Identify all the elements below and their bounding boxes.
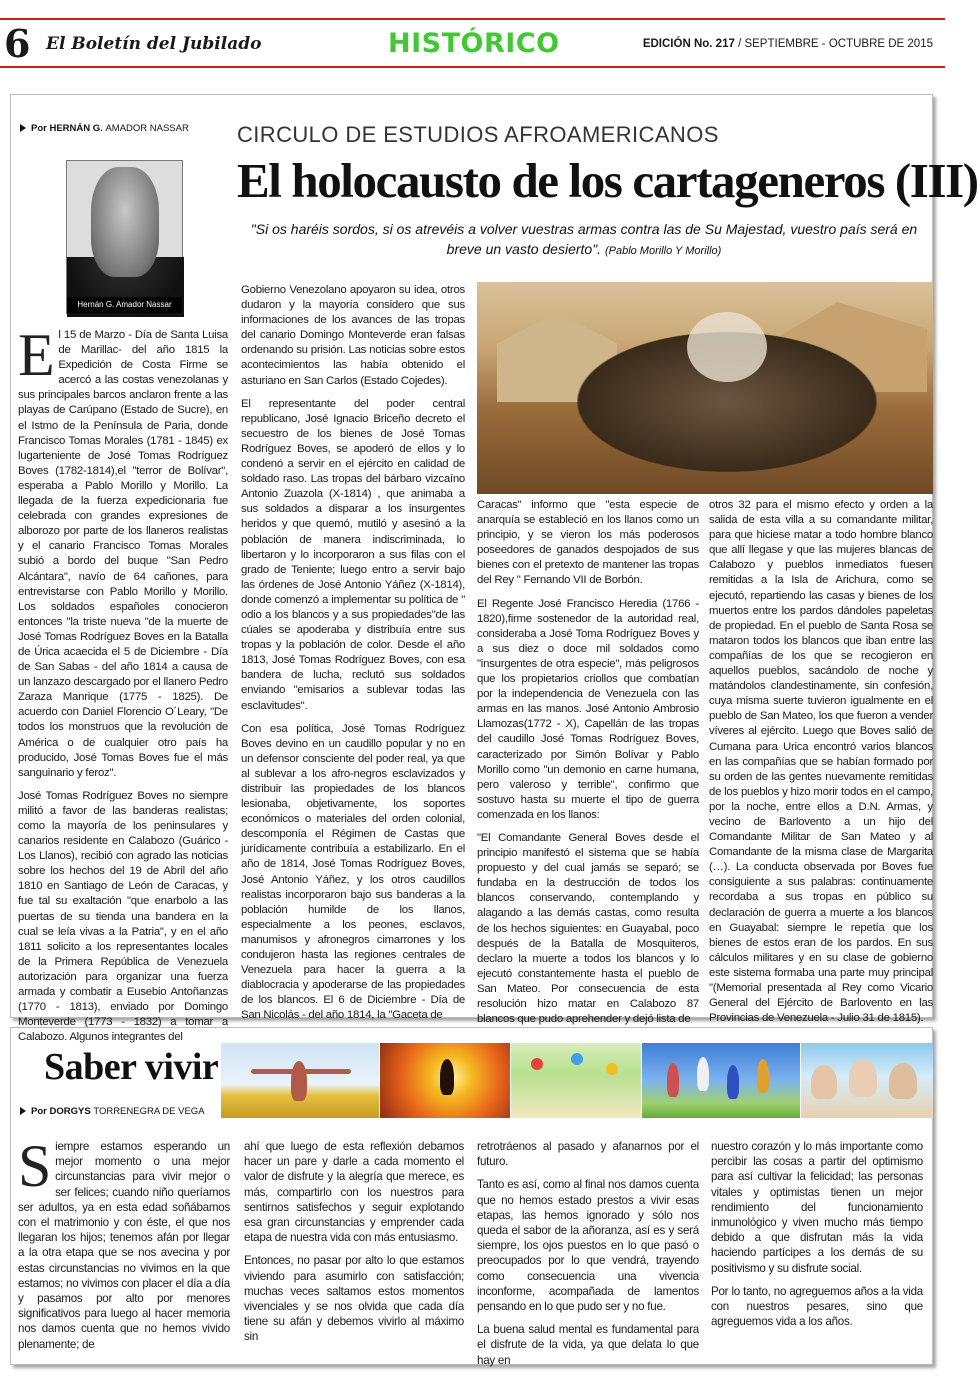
page-number: 6 xyxy=(4,21,31,66)
paragraph: Con esa política, José Tomas Rodríguez Boves devino en un caudillo popular y no en un defensor consciente del poder real, ya que al sublevar a los afro-negros esclavizados y distribuir las propiedades de los blancos lesionaba, objetivamente, los soportes económicos o materiales del orden colonial, descomponía el Régimen de Castas que jurídicamente contribuía a estabilizarlo. En el año de 1814, José Tomas Rodríguez Boves, José Antonio Yáñez, y los otros caudillos realistas incorporaron bajo sus banderas a la población humilde de los llanos, especialmente a los peones, esclavos, manumisos y afronegros cimarrones y los condujeron hasta las regiones centrales de Venezuela para hacer la guerra a la diablocracia y apoderarse de las propiedades de los blancos. El 6 de Diciembre - Día de San Nicolás - del año 1814, la "Gaceta de xyxy=(241,722,465,1022)
paragraph: La buena salud mental es fundamental para el disfrute de la vida, ya que delata lo que hay en xyxy=(477,1323,699,1367)
paragraph: otros 32 para el mismo efecto y orden a la salida de esta villa a su comandante militar, para que hiciese matar a todo hombre blanco que allí llegase y que las mujeres blancas de Calabozo y pueblos inmediatos fuesen remitidas a la Isla de Arichura, como se ejecutó, repartiendo las casas y bienes de los muertos entre los pardos dándoles papeletas de propiedad. En el pueblo de Santa Rosa se mataron todos los blancos que iban entre las compañías de los que se recogieron en aquellos pueblos, sacándolo de noche y matándolos clandestinamente, sin confesión, cuya misma suerte tuvieron igualmente en el pueblo de San Mateo, los que fueron a vender víveres al ejército. Luego que Boves salió de Cumana para Urica encontró varios blancos en las compañías que se habían formado por su orden de las gentes nuevamente remitidas de los pueblos y hizo morir todos en el campo, por la noche, entre ellos a D.N. Armas, y vecino de Barlovento a un hijo del Comandante Militar de San Mateo y al Comandante de la misma clase de Margarita (…). La conducta observada por Boves fue consiguiente a sus palabras: continuamente recordaba a sus tropas en público su declaración de guerra a muerte a los blancos en Guayabal: siempre le repetía que los bienes de estos eran de los pardos. En sus cálculos militares y en su clase de gobierno este sistema formaba una parte muy principal "(Memorial presentada al Rey como Vicario General del Ejército de Barlovento en las Provincias de Venezuela - Julio 31 de 1815). xyxy=(709,499,933,1025)
article1-column-2 xyxy=(241,283,465,1022)
article2-column-2 xyxy=(244,1139,464,1361)
triangle-bullet-icon xyxy=(20,1107,26,1115)
paragraph: l 15 de Marzo - Día de Santa Luisa de Marillac- del año 1815 la Expedición de Costa Firme se acercó a las costas venezolanas y sus principales barcos anclaron frente a las playas de Carúpano (Estado de Sucre), en el Istmo de la Península de Paria, donde Francisco Tomas Morales (1781 - 1845) ex lugarteniente de José Tomas Rodríguez Boves (1782-1814),el "terror de Bolívar", esperaba a Pablo Morillo y Morillo. La llegada de la fuerza expedicionaria fue celebrada con grandes expresiones de alborozo por parte de los llaneros realistas y el canario Francisco Tomas Morales subió a bordo del buque "San Pedro Alcántara", navío de 64 cañones, para entrevistarse con Pablo Morillo y Morillo. Los soldados españoles conocieron entonces "la triste nueva "de la muerte de José Tomas Rodríguez Boves en la Batalla de Úrica acaecida el 5 de Diciembre - Día de San Sabas - del año 1814 a causa de un lanzazo descargado por el llanero Pedro Zaraza Manrique (1775 - 1825). De acuerdo con Daniel Florencio O´Leary, "De todos los monstruos que la revolución de América o de cualquier otro país ha producido, José Tomas Boves fue el más sanguinario y feroz". xyxy=(18,329,228,779)
paragraph: ahí que luego de esta reflexión debamos hacer un pare y darle a cada momento el valor de disfrute y la alegría que merece, es más, compartirlo con los nuestros para sentirnos satisfechos y seguir explotando esa gran circunstancias y emprender cada etapa de nuestra vida con más entusiasmo. xyxy=(244,1140,464,1245)
article1-kicker: CIRCULO DE ESTUDIOS AFROAMERICANOS xyxy=(237,122,719,147)
article2-column-3 xyxy=(477,1139,699,1367)
drop-cap: E xyxy=(18,322,55,388)
photo-seniors-cheering xyxy=(801,1043,933,1118)
article1-column-1 xyxy=(18,322,228,1044)
paragraph: Por lo tanto, no agreguemos años a la vida con nuestros pesares, sino que agreguemos vida a los años. xyxy=(711,1284,923,1329)
photo-woman-sunflowers xyxy=(221,1043,379,1118)
edition-label: EDICIÓN xyxy=(642,38,691,50)
paragraph: iempre estamos esperando un mejor momento o una mejor circunstancias para vivir mejor o ser felices; cuando niño queríamos ser adultos, ya en esta edad soñábamos con el matrimonio y con éste, el que nos llegaran los hijos; tenemos afán por llegar a la otra etapa que se nos avecina y por estas circunstancias no vivimos en la que estamos; no vivimos con placer el día a día y pasamos por alto por menores significativos para luego al hacer memoria nos damos cuenta que no hemos vivido plenamente; de xyxy=(18,1140,230,1351)
paragraph: Caracas" informo que "esta especie de anarquía se estableció en los llanos como un principio, y se vieron los más poderosos poseedores de ganados despojados de sus bienes con el pretexto de mantener las tropas del Rey " Fernando VII de Borbón. xyxy=(477,499,699,587)
section-title: HISTÓRICO xyxy=(388,28,560,59)
article1-quote xyxy=(236,219,932,261)
paragraph: nuestro corazón y lo más importante como percibir las cosas a partir del optimismo para así cultivar la felicidad; las personas vitales y optimistas tienen un mejor rendimiento del funcionamiento inmunológico y viven mucho más tiempo debido a que disfrutan más la vida haciendo partícipes a los demás de su positivismo y su disfrute social. xyxy=(711,1140,923,1275)
balloon xyxy=(571,1053,583,1065)
figure xyxy=(697,1057,709,1091)
edition-info xyxy=(643,38,933,50)
figure xyxy=(291,1061,307,1101)
battle-painting xyxy=(477,282,933,494)
article1-byline xyxy=(20,123,189,134)
paragraph: Tanto es así, como al final nos damos cuenta que no hemos estado prestos a vivir esas etapas, las hemos ignorado y sólo nos queda el sabor de la añoranza, así es y será siempre, los ojos puestos en lo que pasó o preocupados por lo que vendrá, trayendo como consecuencia una vivencia inconforme, acompañada de lamentos pensando en lo que pudo ser y no fue. xyxy=(477,1178,699,1314)
article2-byline xyxy=(20,1106,205,1117)
article1-column-4 xyxy=(709,498,933,1025)
figure xyxy=(811,1065,837,1099)
article2-column-1 xyxy=(18,1133,230,1361)
article1-title: El holocausto de los cartageneros (III) xyxy=(237,153,978,208)
byline-name: DORGYS xyxy=(49,1106,91,1117)
byline-surname: TORRENEGRA DE VEGA xyxy=(93,1106,205,1117)
article1-column-3 xyxy=(477,498,699,1026)
triangle-bullet-icon xyxy=(20,124,26,132)
edition-date: / SEPTIEMBRE - OCTUBRE DE 2015 xyxy=(738,38,933,50)
figure xyxy=(667,1063,679,1097)
photo-jump-sunset xyxy=(380,1043,510,1118)
figure xyxy=(889,1063,917,1099)
paragraph: Gobierno Venezolano apoyaron su idea, otros dudaron y la mayoría considero que sus informaciones de los avances de las tropas del canario Domingo Monteverde eran falsas ordenando su prisión. Las noticias sobre estos acontecimientos las había obtenido el asturiano en San Carlos (Estado Cojedes). xyxy=(241,284,465,387)
byline-surname: AMADOR NASSAR xyxy=(105,123,189,134)
figure xyxy=(757,1059,769,1093)
drop-cap: S xyxy=(18,1133,52,1199)
paragraph: retrotráenos al pasado y afanarnos por el futuro. xyxy=(477,1140,699,1169)
article2-column-4 xyxy=(711,1139,923,1361)
byline-name: HERNÁN G. xyxy=(49,123,103,134)
paragraph: El representante del poder central republicano, José Ignacio Briceño decreto el secuestro de los bienes de José Tomas Rodríguez Boves, se apoderó de ellos y lo condenó a servir en el ejército en calidad de soldado raso. Las tropas del bárbaro vizcaíno Antonio Zuazola (X-1814) , que animaba a sus soldados a disparar a los insurgentes heridos y que quemó, mutiló y asesinó a la población de manera indiscriminada, lo libertaron y lo incorporaron a sus filas con el grado de Teniente; luego entro a servir bajo las órdenes de José Antonio Yáñez (X-1814), donde comenzó a implementar su política de " odio a los blancos y a sus propiedades"de las cúales se apoderaba y distribuía entre sus tropas y la población de color. Desde el año 1813, José Tomas Rodríguez Boves, con esa bandera de lucha, reclutó sus soldados enviando "emisarios a sublevar todas las esclavitudes". xyxy=(241,397,465,712)
figure xyxy=(440,1059,454,1095)
painting-horse xyxy=(687,312,767,382)
balloon xyxy=(531,1058,543,1070)
photo-group-jumping xyxy=(642,1043,800,1118)
figure xyxy=(849,1059,877,1097)
photo-caption: Hernán G. Amador Nassar xyxy=(67,297,182,313)
photo-children-balloons xyxy=(511,1043,641,1118)
page-header xyxy=(0,18,945,68)
quote-text: "Si os haréis sordos, si os atrevéis a volver vuestras armas contra las de Su Majestad, vuestro país será en breve un vasto desierto". xyxy=(250,221,918,257)
paragraph: El Regente José Francisco Heredia (1766 - 1820),firme sostenedor de la autoridad real, consideraba a José Toma Rodríguez Boves y a sus diez o doce mil soldados como "insurgentes de otra especie", más peligrosos que los propietarios criollos que combatían por la independencia de Venezuela con las armas en las manos. José Antonio Ambrosio Llamozas(1772 - X), Capellán de las tropas del caudillo José Tomas Rodríguez Boves, caracterizado por Simón Bolívar y Pablo Morillo como "un demonio en carne humana, pero valeroso y terrible", confirmo que sostuvo hasta su muerte el tipo de guerra comenzada en los llanos: xyxy=(477,597,699,821)
figure-arms xyxy=(251,1069,351,1074)
quote-author: (Pablo Morillo Y Morillo) xyxy=(604,245,722,257)
author-photo xyxy=(66,160,183,314)
article2-title: Saber vivir xyxy=(44,1046,219,1088)
edition-number: No. 217 xyxy=(693,38,735,50)
balloon xyxy=(606,1063,618,1075)
byline-prefix: Por xyxy=(31,123,47,134)
paragraph: Entonces, no pasar por alto lo que estamos viviendo para asumirlo con satisfacción; muchas veces saltamos estos momentos vivenciales y se nos olvida que cada día tiene su afán y debemos vivirlo al máximo sin xyxy=(244,1254,464,1344)
paragraph: José Tomas Rodríguez Boves no siempre militó a favor de las banderas realistas; como la mayoría de los peninsulares y canarios residente en Calabozo (Guárico - Los Llanos), recibió con agrado las noticias sobre los hechos del 19 de Abril del año 1810 en Santiago de León de Caracas, y fue tal su exaltación "que enarbolo a las puertas de su tienda una bandera en la cual se leía vivas a la Patria", y en el año 1811 solicito a los representantes locales de la Primera República de Venezuela autorización para organizar una fuerza armada y combatir a Eusebio Antoñanzas (1770 - 1813), enviado por Domingo Monteverde (1773 - 1832) a tomar a Calabozo. Algunos integrantes del xyxy=(18,789,228,1044)
publication-name: El Boletín del Jubilado xyxy=(46,34,262,54)
paragraph: "El Comandante General Boves desde el principio manifestó el sistema que se había propuesto y del cual jamás se separó; se fundaba en la destrucción de todos los blancos conservando, contemplando y alagando a las demás castas, como resulta de los hechos siguientes: en Guayabal, poco después de la Batalla de Mosquiteros, declaro la muerte a todos los blancos y lo ejecutó constantemente hasta el pueblo de San Mateo. Por consecuencia de esta resolución hizo matar en Calabozo 87 blancos que pudo aprehender y dejó lista de xyxy=(477,831,699,1026)
figure xyxy=(727,1065,739,1099)
author-photo-face xyxy=(91,167,159,277)
byline-prefix: Por xyxy=(31,1106,47,1117)
